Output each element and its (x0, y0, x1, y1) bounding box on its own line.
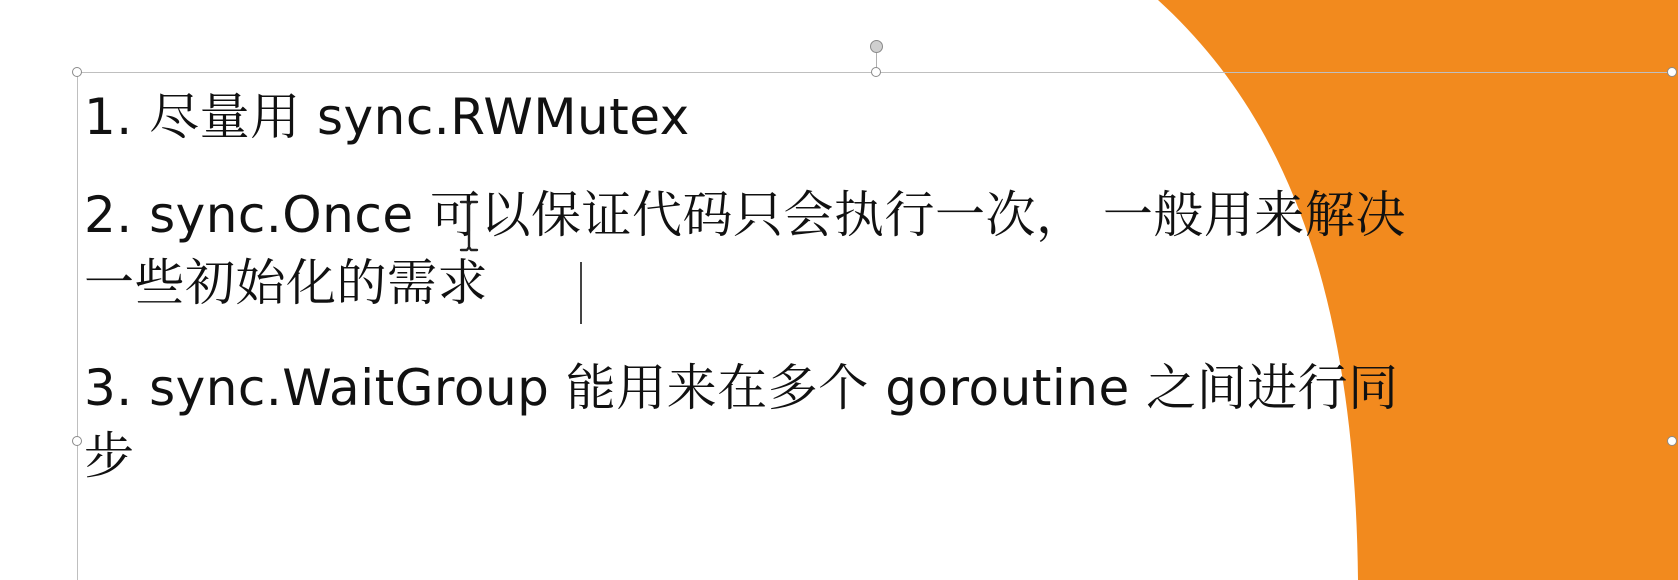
bullet-line-2-continued[interactable]: 一些初始化的需求 (84, 254, 488, 312)
bullet-line-1[interactable]: 1. 尽量用 sync.RWMutex (84, 88, 690, 146)
bullet-line-2[interactable]: 2. sync.Once 可以保证代码只会执行一次， 一般用来解决 (84, 186, 1406, 244)
resize-handle-top-right[interactable] (1667, 67, 1677, 77)
resize-handle-top-center[interactable] (871, 67, 881, 77)
ibeam-cursor-icon (458, 200, 480, 252)
resize-handle-top-left[interactable] (72, 67, 82, 77)
text-insertion-caret (580, 262, 582, 324)
resize-handle-middle-left[interactable] (72, 436, 82, 446)
bullet-line-3[interactable]: 3. sync.WaitGroup 能用来在多个 goroutine 之间进行同 (84, 359, 1399, 417)
rotate-handle[interactable] (870, 40, 883, 53)
bullet-line-3-continued[interactable]: 步 (84, 427, 135, 485)
resize-handle-middle-right[interactable] (1667, 436, 1677, 446)
